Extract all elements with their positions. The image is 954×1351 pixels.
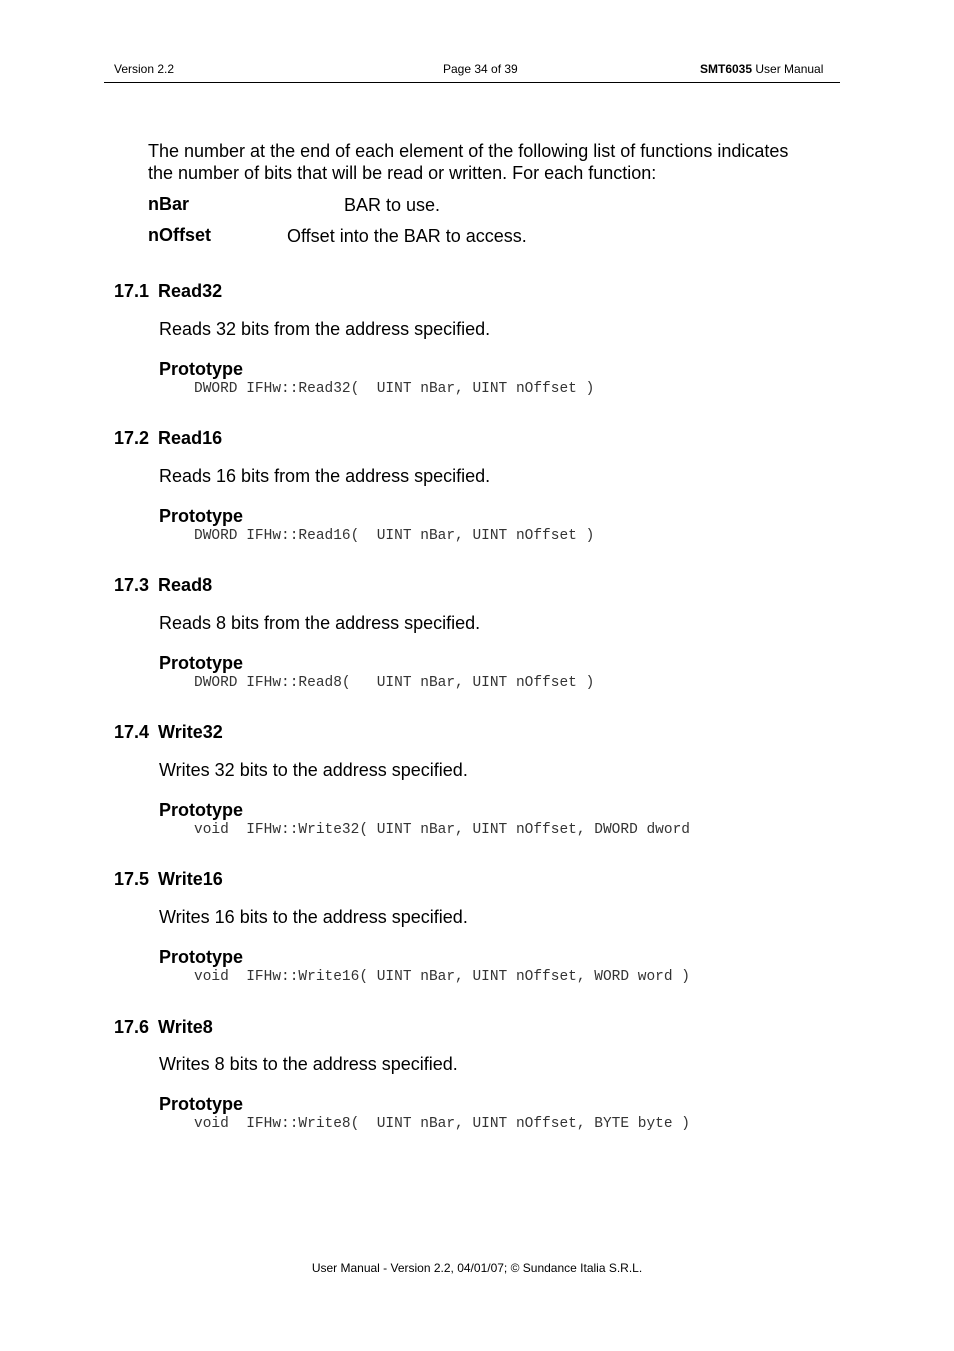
section-description: Writes 8 bits to the address specified. [159,1054,458,1074]
intro-line-1: The number at the end of each element of the following list of functions indicates [148,141,789,161]
section-description: Writes 16 bits to the address specified. [159,907,468,927]
header-product-code: SMT6035 [700,62,753,76]
section-number: 17.1 [114,281,150,301]
section-number: 17.2 [114,428,150,448]
param-desc-noffset: Offset into the BAR to access. [287,226,527,246]
section-number: 17.5 [114,869,150,889]
prototype-code: void IFHw::Write8( UINT nBar, UINT nOffset, BYTE byte ) [194,1116,690,1132]
section-title: Write16 [158,869,223,889]
header-page-number: Page 34 of 39 [443,62,518,76]
section-number: 17.4 [114,722,150,742]
prototype-code: void IFHw::Write16( UINT nBar, UINT nOffset, WORD word ) [194,969,690,985]
section-title: Write32 [158,722,223,742]
section-title: Read8 [158,575,213,595]
footer-text: User Manual - Version 2.2, 04/01/07; © Sundance Italia S.R.L. [311,1261,643,1275]
prototype-label: Prototype [159,800,244,820]
header-product [700,62,823,76]
header-version: Version 2.2 [114,62,175,76]
section-heading-write16 [114,869,223,890]
param-term-nbar: nBar [148,194,190,214]
section-heading-write32 [114,722,223,743]
section-title: Read16 [158,428,223,448]
header-rule [104,82,840,83]
section-heading-write8 [114,1017,213,1038]
prototype-label: Prototype [159,359,244,379]
section-description: Reads 16 bits from the address specified. [159,466,491,486]
intro-line-2: the number of bits that will be read or written. For each function: [148,163,657,183]
section-number: 17.3 [114,575,150,595]
prototype-label: Prototype [159,947,244,967]
header-product-rest: User Manual [752,62,824,76]
param-term-noffset: nOffset [148,225,211,245]
prototype-code: void IFHw::Write32( UINT nBar, UINT nOffset, DWORD dword [194,822,690,838]
section-description: Reads 32 bits from the address specified. [159,319,491,339]
section-description: Writes 32 bits to the address specified. [159,760,468,780]
prototype-code: DWORD IFHw::Read16( UINT nBar, UINT nOffset ) [194,528,595,544]
section-heading-read8 [114,575,212,596]
section-description: Reads 8 bits from the address specified. [159,613,481,633]
section-number: 17.6 [114,1017,150,1037]
prototype-label: Prototype [159,506,244,526]
param-desc-nbar: BAR to use. [344,195,441,215]
prototype-label: Prototype [159,1094,244,1114]
section-heading-read16 [114,428,222,449]
prototype-label: Prototype [159,653,244,673]
section-title: Read32 [158,281,223,301]
prototype-code: DWORD IFHw::Read8( UINT nBar, UINT nOffset ) [194,675,595,691]
section-title: Write8 [158,1017,213,1037]
prototype-code: DWORD IFHw::Read32( UINT nBar, UINT nOffset ) [194,381,595,397]
section-heading-read32 [114,281,222,302]
